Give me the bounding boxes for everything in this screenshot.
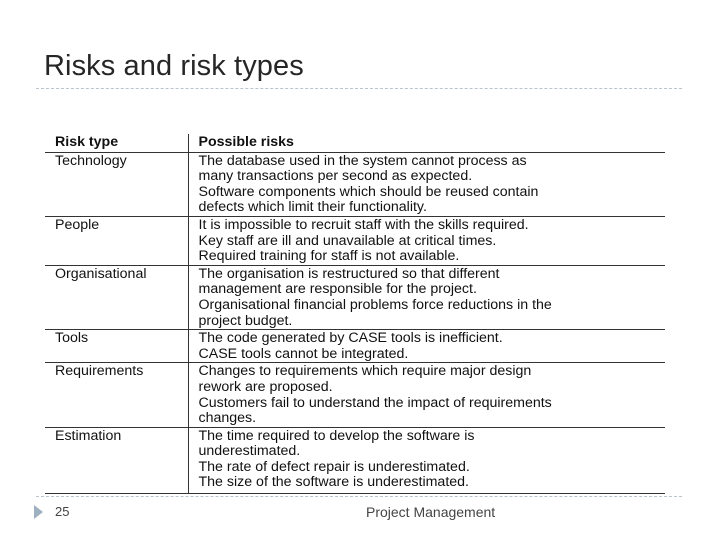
risk-line: Changes to requirements which require major design [198, 363, 532, 380]
footer-divider [36, 496, 682, 497]
risk-line: The rate of defect repair is underestimated. [198, 458, 470, 475]
risk-line: CASE tools cannot be integrated. [198, 345, 409, 362]
risk-line: The time required to develop the software is [198, 427, 475, 444]
table-row [45, 363, 665, 427]
slide-title: Risks and risk types [44, 50, 304, 82]
possible-risks-cell [188, 265, 665, 329]
risk-type-cell: Tools [45, 330, 188, 363]
footer-arrow-icon [34, 505, 43, 519]
risk-line: Key staff are ill and unavailable at critical times. [198, 232, 497, 249]
risk-line: underestimated. [198, 443, 301, 460]
risk-type-cell: Estimation [45, 427, 188, 493]
risk-line: The code generated by CASE tools is inefficient. [198, 330, 503, 347]
risk-line: rework are proposed. [198, 378, 333, 395]
risk-line: Customers fail to understand the impact of requirements [198, 394, 552, 411]
header-risk-type: Risk type [45, 134, 188, 152]
possible-risks-cell [188, 363, 665, 427]
risk-line: Organisational financial problems force reductions in the [198, 296, 552, 313]
risk-type-cell: Organisational [45, 265, 188, 329]
possible-risks-cell [188, 427, 665, 493]
risk-line: It is impossible to recruit staff with the skills required. [198, 216, 529, 233]
risk-line: Required training for staff is not available. [198, 248, 460, 265]
possible-risks-cell [188, 152, 665, 216]
risk-line: Software components which should be reused contain [198, 183, 539, 200]
risk-line: defects which limit their functionality. [198, 199, 427, 216]
table-body [45, 152, 665, 493]
risk-line: The organisation is restructured so that different [198, 265, 500, 282]
possible-risks-cell [188, 330, 665, 363]
risk-type-cell: Requirements [45, 363, 188, 427]
footer-text: Project Management [366, 504, 496, 520]
risk-line: many transactions per second as expected. [198, 168, 473, 185]
table-row [45, 216, 665, 265]
table-header-row [45, 134, 665, 152]
risk-line: management are responsible for the project. [198, 281, 477, 298]
risk-line: The size of the software is underestimated. [198, 474, 469, 491]
table-row [45, 330, 665, 363]
header-possible-risks: Possible risks [198, 134, 294, 150]
title-divider [36, 88, 682, 89]
risk-line: project budget. [198, 312, 293, 329]
page-number: 25 [55, 504, 70, 519]
risk-types-table [45, 134, 665, 494]
table-row [45, 152, 665, 216]
risk-type-cell: Technology [45, 152, 188, 216]
table-row [45, 427, 665, 493]
risk-line: changes. [198, 410, 257, 427]
possible-risks-cell [188, 216, 665, 265]
risk-line: The database used in the system cannot process as [198, 152, 527, 169]
risk-type-cell: People [45, 216, 188, 265]
table-row [45, 265, 665, 329]
